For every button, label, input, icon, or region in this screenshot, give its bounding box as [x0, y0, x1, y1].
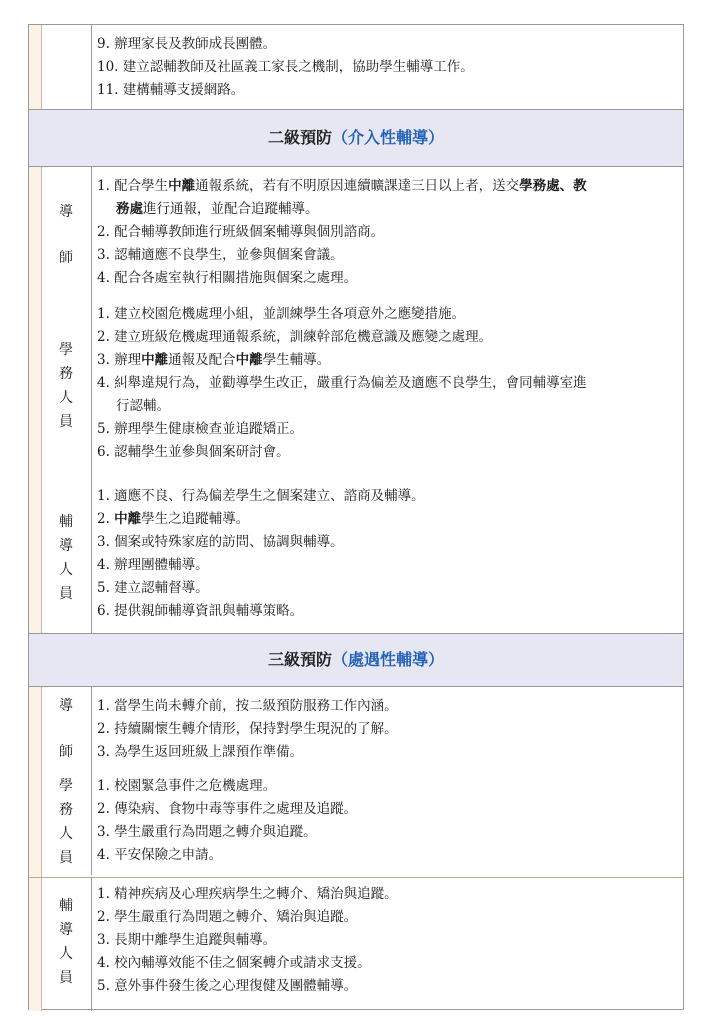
- list-item: 1. 精神疾病及心理疾病學生之轉介、矯治與追蹤。: [97, 886, 398, 902]
- list-item: 1. 當學生尚未轉介前，按二級預防服務工作內涵。: [97, 698, 398, 714]
- list-item: 9. 辦理家長及教師成長團體。: [97, 36, 277, 52]
- list-item: 4. 配合各處室執行相關措施與個案之處理。: [97, 270, 358, 286]
- section-title: 三級預防: [267, 650, 332, 669]
- role-char: 學: [59, 778, 73, 794]
- mentor-items: [91, 175, 683, 290]
- list-item: 2. 建立班級危機處理通報系統，訓練幹部危機意識及應變之處理。: [97, 329, 493, 345]
- list-item: 2. 傳染病、食物中毒等事件之處理及追蹤。: [97, 801, 358, 817]
- list-item: 1. 校園緊急事件之危機處理。: [97, 778, 277, 794]
- list-item: 2. 中離學生之追蹤輔導。: [97, 511, 250, 527]
- mentor-items: [91, 695, 683, 764]
- role-char: 員: [59, 970, 73, 986]
- counseling-items: [91, 883, 683, 998]
- top-section-items: [91, 33, 683, 102]
- list-item: 6. 提供親師輔導資訊與輔導策略。: [97, 603, 304, 619]
- section-title: 二級預防: [267, 128, 332, 147]
- role-cell-student-affairs: [41, 771, 92, 875]
- role-char: 務: [59, 366, 73, 382]
- role-char: 員: [59, 586, 73, 602]
- list-item: 3. 辦理中離通報及配合中離學生輔導。: [97, 352, 331, 368]
- student-affairs-items: [91, 775, 683, 867]
- row-divider: [29, 877, 683, 878]
- list-item: 4. 平安保險之申請。: [97, 847, 223, 863]
- role-cell-counseling: [41, 877, 92, 1011]
- list-item: 6. 認輔學生並參與個案研討會。: [97, 444, 290, 460]
- list-item: 4. 糾舉違規行為，並勸導學生改正，嚴重行為偏差及適應不良學生，會同輔導室進 行認輔。: [97, 375, 587, 414]
- role-char: 人: [59, 946, 73, 962]
- list-item: 1. 適應不良、行為偏差學生之個案建立、諮商及輔導。: [97, 488, 425, 504]
- list-item: 5. 辦理學生健康檢查並追蹤矯正。: [97, 421, 304, 437]
- role-char: 導: [59, 698, 73, 714]
- guidance-table: [28, 24, 684, 1010]
- list-item: 3. 長期中離學生追蹤與輔導。: [97, 932, 277, 948]
- list-item: 3. 個案或特殊家庭的訪問、協調與輔導。: [97, 534, 344, 550]
- student-affairs-items: [91, 303, 683, 464]
- role-char: 導: [59, 922, 73, 938]
- role-cell-counseling: [41, 487, 92, 633]
- role-char: 員: [59, 850, 73, 866]
- role-char: 導: [59, 204, 73, 220]
- list-item: 3. 認輔適應不良學生，並參與個案會議。: [97, 247, 344, 263]
- role-char: 輔: [59, 514, 73, 530]
- role-char: 師: [59, 744, 73, 760]
- list-item: 1. 建立校園危機處理小組，並訓練學生各項意外之應變措施。: [97, 306, 466, 322]
- role-char: 人: [59, 390, 73, 406]
- list-item: 10. 建立認輔教師及社區義工家長之機制，協助學生輔導工作。: [97, 59, 474, 75]
- role-char: 人: [59, 826, 73, 842]
- role-char: 人: [59, 562, 73, 578]
- list-item: 5. 意外事件發生後之心理復健及團體輔導。: [97, 978, 358, 994]
- counseling-items: [91, 485, 683, 623]
- role-char: 員: [59, 414, 73, 430]
- list-item: 2. 持續關懷生轉介情形，保持對學生現況的了解。: [97, 721, 398, 737]
- section-header-tertiary: [29, 633, 683, 687]
- role-char: 導: [59, 538, 73, 554]
- list-item: 2. 學生嚴重行為問題之轉介、矯治與追蹤。: [97, 909, 358, 925]
- list-item: 3. 學生嚴重行為問題之轉介與追蹤。: [97, 824, 317, 840]
- role-char: 輔: [59, 898, 73, 914]
- role-char: 務: [59, 802, 73, 818]
- section-title-paren: （介入性輔導）: [332, 128, 445, 147]
- list-item: 4. 辦理團體輔導。: [97, 557, 209, 573]
- list-item: 4. 校內輔導效能不佳之個案轉介或請求支援。: [97, 955, 371, 971]
- role-char: 師: [59, 250, 73, 266]
- role-cell-mentor: [41, 687, 92, 771]
- section-title-paren: （處遇性輔導）: [332, 650, 445, 669]
- list-item: 2. 配合輔導教師進行班級個案輔導與個別諮商。: [97, 224, 385, 240]
- role-cell-mentor: [41, 167, 92, 297]
- section-header-secondary: [29, 109, 683, 167]
- list-item: 11. 建構輔導支援網路。: [97, 82, 245, 98]
- role-cell-empty: [41, 25, 92, 109]
- role-cell-student-affairs: [41, 297, 92, 487]
- list-item: 1. 配合學生中離通報系統，若有不明原因連續曠課達三日以上者，送交學務處、教 務處進行通報，並配合追蹤輔導。: [97, 178, 587, 217]
- list-item: 5. 建立認輔督導。: [97, 580, 209, 596]
- role-char: 學: [59, 342, 73, 358]
- list-item: 3. 為學生返回班級上課預作準備。: [97, 744, 304, 760]
